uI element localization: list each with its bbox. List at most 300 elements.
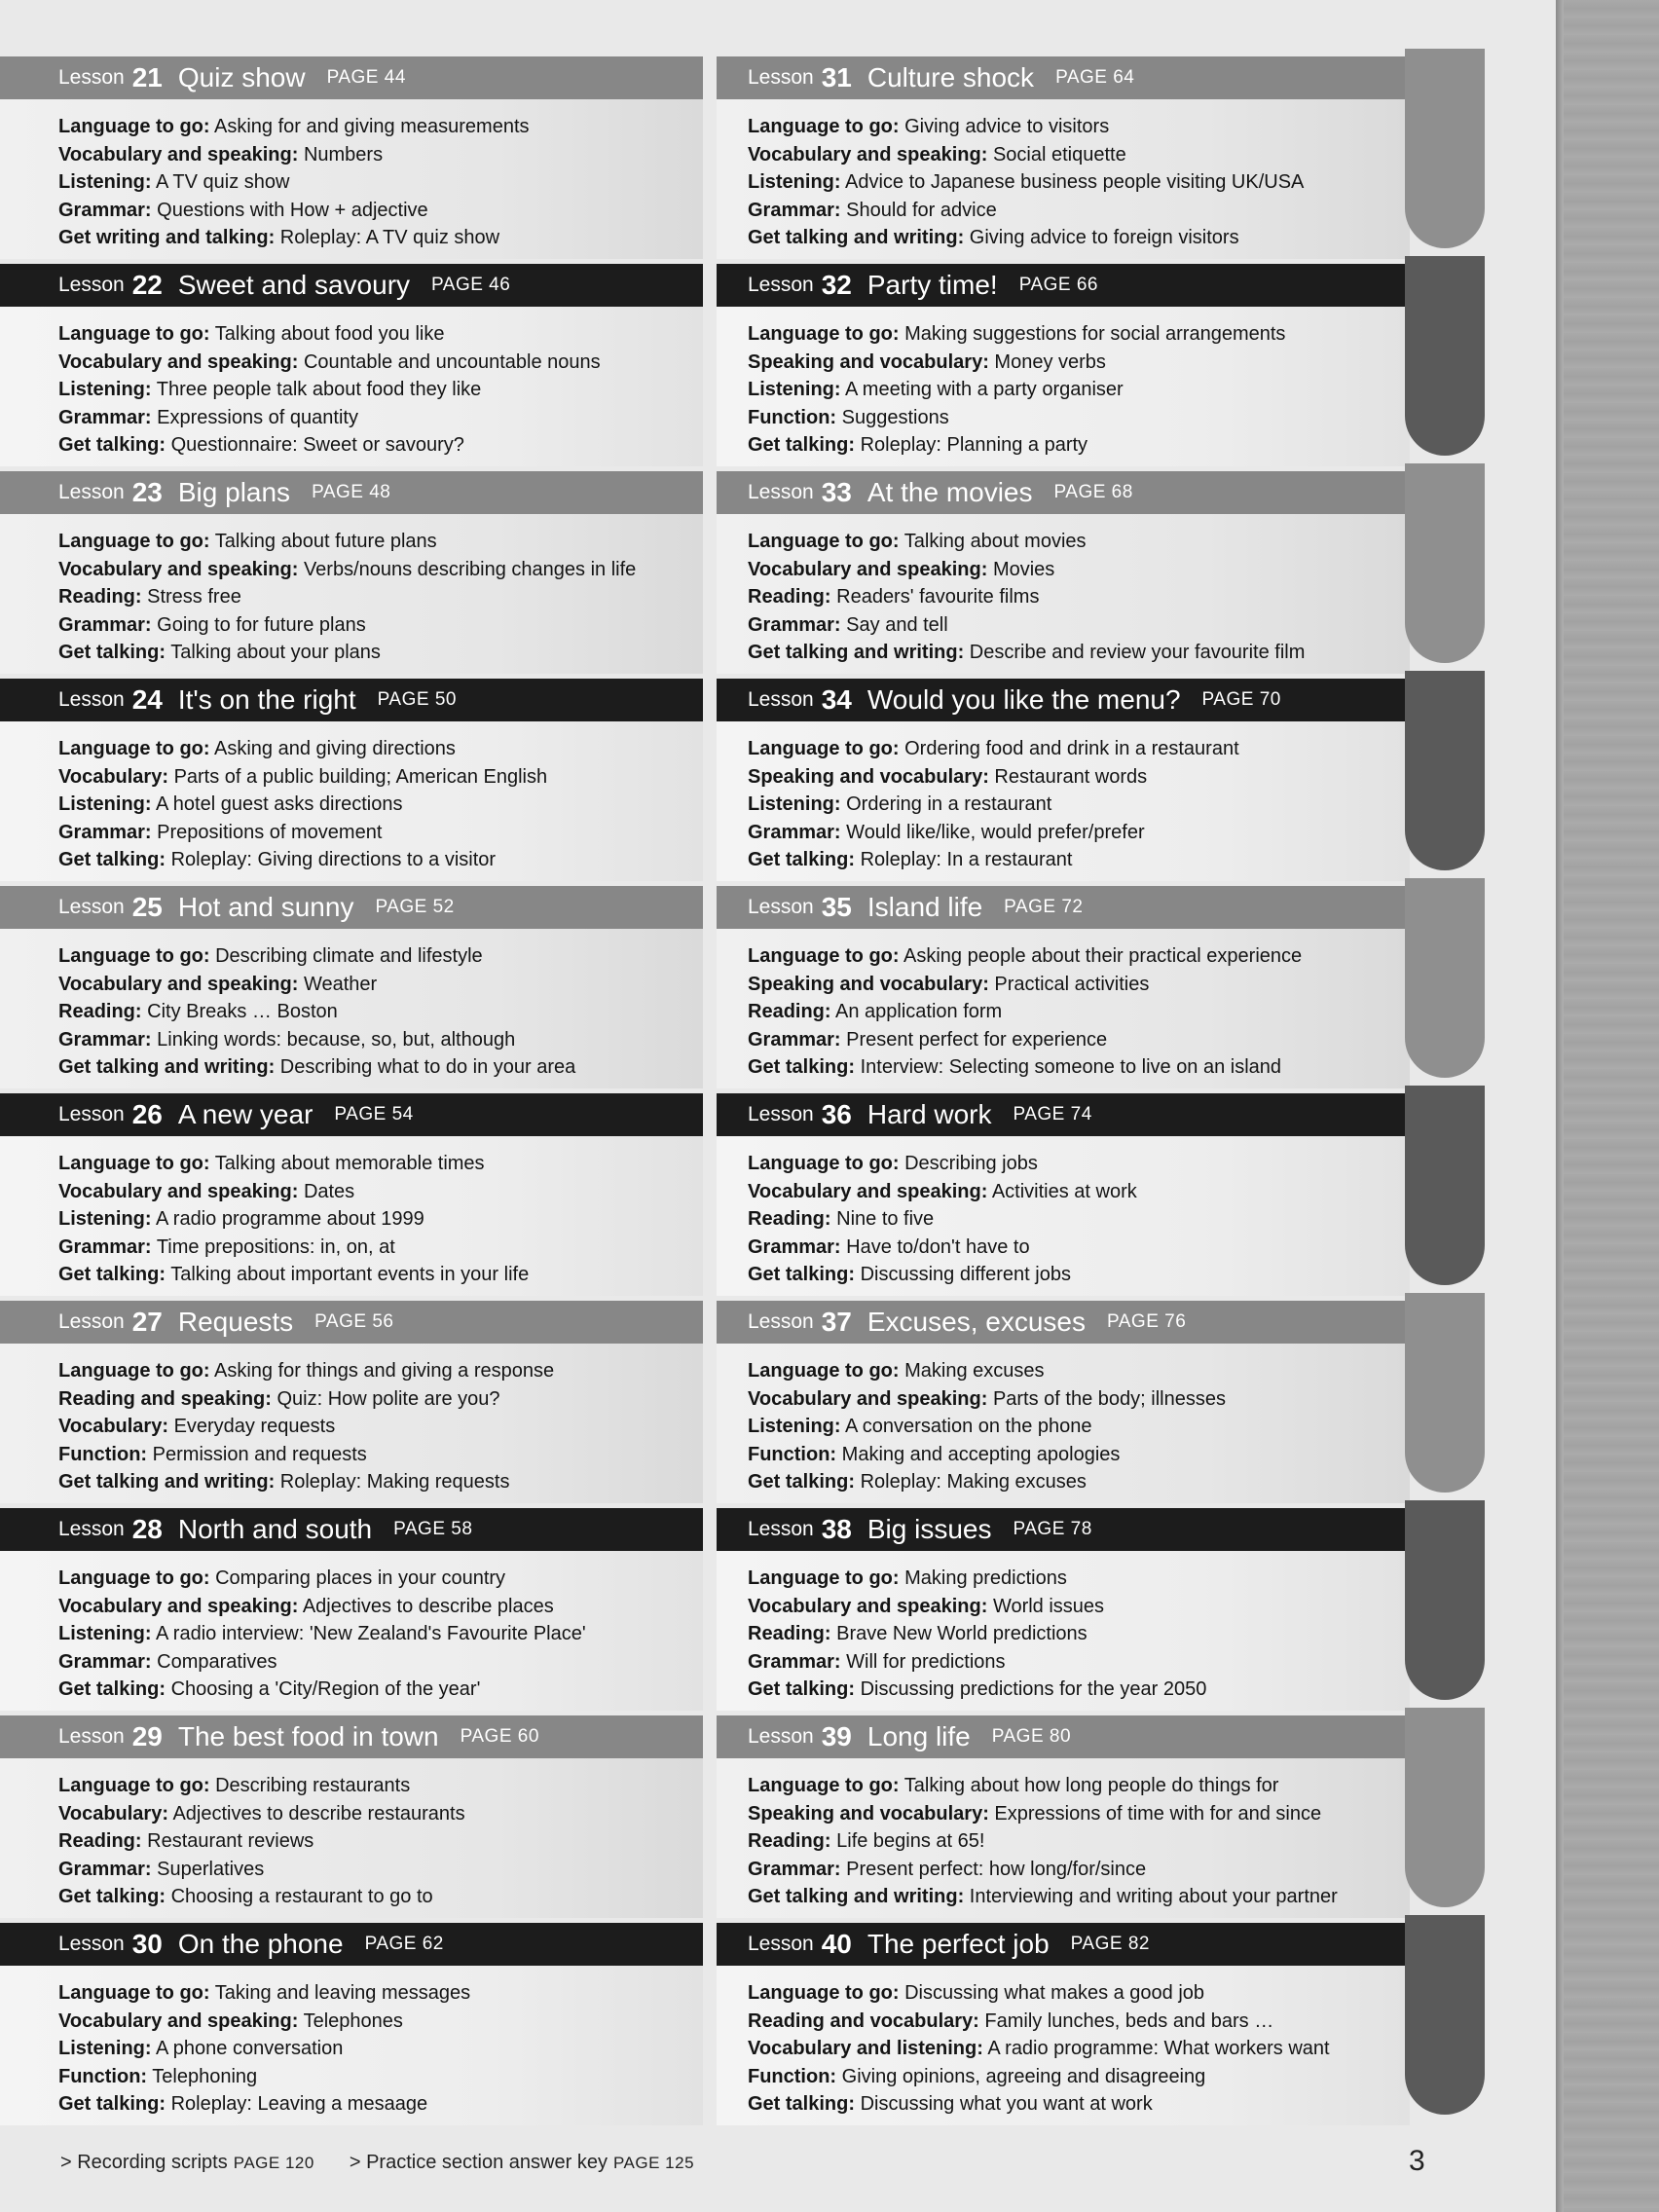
detail-text: Roleplay: Giving directions to a visitor (170, 849, 497, 870)
lesson-page: PAGE 80 (991, 1726, 1072, 1747)
lesson-detail-line (748, 113, 1410, 141)
lesson-detail-line (58, 1979, 703, 2008)
detail-label: Listening: (58, 1208, 152, 1230)
lesson-block (0, 886, 703, 1088)
detail-label: Vocabulary and speaking: (58, 973, 299, 995)
lesson-details (717, 1758, 1410, 1918)
lesson-detail-line (58, 1178, 703, 1206)
detail-label: Language to go: (748, 738, 900, 759)
detail-text: Ordering in a restaurant (846, 793, 1052, 815)
detail-label: Get talking: (58, 849, 166, 870)
detail-text: A radio interview: 'New Zealand's Favourite Place' (156, 1623, 586, 1644)
lesson-header[interactable] (717, 471, 1410, 514)
lesson-page: PAGE 44 (326, 67, 406, 88)
lesson-header[interactable] (0, 264, 703, 307)
lesson-detail-line (58, 1053, 703, 1082)
detail-label: Language to go: (748, 1567, 900, 1589)
lesson-detail-line (748, 1441, 1410, 1469)
lesson-detail-line (748, 1593, 1410, 1621)
lesson-detail-line (748, 197, 1410, 225)
lesson-number: 25 (131, 892, 163, 922)
lesson-detail-line (58, 1827, 703, 1856)
detail-text: Talking about memorable times (214, 1153, 485, 1174)
lesson-detail-line (58, 1026, 703, 1054)
detail-label: Reading: (748, 1208, 831, 1230)
detail-label: Get talking: (748, 2093, 856, 2115)
lesson-header[interactable] (0, 471, 703, 514)
lesson-detail-line (748, 1800, 1410, 1828)
lesson-detail-line (748, 1026, 1410, 1054)
lesson-word: Lesson (748, 1103, 814, 1125)
lesson-detail-line (748, 1856, 1410, 1884)
lesson-detail-line (748, 431, 1410, 460)
detail-text: Have to/don't have to (846, 1235, 1030, 1258)
detail-text: Roleplay: Making excuses (860, 1471, 1087, 1493)
recording-scripts-page: PAGE 120 (233, 2154, 314, 2172)
lesson-block (717, 56, 1410, 259)
lesson-detail-line (58, 168, 703, 197)
lesson-header[interactable] (0, 1301, 703, 1344)
lesson-number: 27 (131, 1307, 163, 1337)
lesson-details (717, 307, 1410, 466)
answer-key-link[interactable]: > Practice section answer key (349, 2152, 608, 2173)
detail-label: Grammar: (58, 613, 152, 636)
lesson-detail-line (58, 583, 703, 611)
detail-text: Readers' favourite films (836, 586, 1040, 608)
lesson-detail-line (748, 1883, 1410, 1911)
detail-text: Questionnaire: Sweet or savoury? (170, 434, 464, 456)
detail-label: Listening: (58, 2038, 152, 2059)
lesson-detail-line (58, 2063, 703, 2091)
detail-text: Making predictions (904, 1567, 1067, 1589)
lesson-header[interactable] (0, 886, 703, 929)
detail-label: Reading: (58, 1001, 142, 1022)
detail-text: Practical activities (994, 973, 1150, 995)
detail-label: Listening: (748, 1416, 841, 1437)
detail-label: Get talking: (58, 1678, 166, 1700)
lesson-number: 40 (821, 1929, 852, 1959)
lesson-block (0, 679, 703, 881)
lesson-detail-line (58, 376, 703, 404)
lesson-detail-line (748, 2035, 1410, 2063)
lesson-header[interactable] (0, 1508, 703, 1551)
detail-text: Talking about important events in your life (170, 1264, 530, 1285)
detail-text: Movies (992, 558, 1055, 580)
detail-label: Grammar: (58, 1235, 152, 1258)
lesson-detail-line (58, 1856, 703, 1884)
detail-label: Get talking and writing: (748, 1886, 965, 1907)
lesson-header[interactable] (0, 1923, 703, 1966)
lesson-word: Lesson (748, 688, 814, 711)
lesson-header[interactable] (0, 1093, 703, 1136)
detail-label: Grammar: (748, 613, 841, 636)
lesson-detail-line (748, 583, 1410, 611)
lesson-details (0, 721, 703, 881)
lesson-details (717, 514, 1410, 674)
detail-label: Function: (748, 2065, 837, 2087)
detail-text: Telephones (303, 2009, 403, 2032)
detail-text: Expressions of time with for and since (994, 1802, 1322, 1825)
detail-text: Social etiquette (992, 143, 1126, 166)
lesson-number: 26 (131, 1099, 163, 1129)
detail-label: Language to go: (58, 1567, 210, 1589)
lesson-detail-line (748, 1979, 1410, 2008)
lesson-page: PAGE 72 (1004, 897, 1084, 917)
detail-label: Language to go: (748, 1775, 900, 1796)
lesson-title: Long life (866, 1721, 971, 1751)
lesson-block (0, 264, 703, 466)
lesson-number: 31 (821, 62, 852, 92)
detail-label: Get talking: (748, 1471, 856, 1493)
lesson-details (717, 1136, 1410, 1296)
lesson-detail-line (58, 1261, 703, 1289)
detail-text: Restaurant reviews (147, 1830, 314, 1852)
lesson-word: Lesson (58, 1310, 125, 1333)
detail-text: Questions with How + adjective (157, 199, 428, 221)
lesson-title: Big plans (177, 477, 291, 507)
lesson-page: PAGE 58 (393, 1519, 473, 1539)
lesson-header[interactable] (717, 1301, 1410, 1344)
detail-text: Three people talk about food they like (156, 379, 482, 400)
detail-text: Prepositions of movement (157, 821, 383, 843)
lesson-title: A new year (177, 1099, 313, 1129)
detail-label: Function: (748, 406, 837, 428)
lesson-number: 36 (821, 1099, 852, 1129)
lesson-detail-line (748, 2008, 1410, 2036)
lesson-block (0, 1923, 703, 2125)
lesson-details (717, 929, 1410, 1088)
detail-text: Quiz: How polite are you? (276, 1387, 500, 1410)
lesson-number: 22 (131, 270, 163, 300)
detail-label: Language to go: (58, 116, 210, 137)
detail-label: Grammar: (58, 1028, 152, 1051)
lesson-details (0, 99, 703, 259)
detail-text: Parts of a public building; American English (173, 765, 548, 788)
detail-label: Language to go: (58, 1153, 210, 1174)
detail-label: Vocabulary and listening: (748, 2038, 983, 2059)
detail-label: Get talking: (58, 1264, 166, 1285)
lesson-number: 33 (821, 477, 852, 507)
lesson-header[interactable] (717, 1508, 1410, 1551)
detail-label: Vocabulary and speaking: (58, 1595, 299, 1617)
lesson-detail-line (58, 846, 703, 874)
detail-label: Language to go: (748, 1982, 900, 2004)
lesson-page: PAGE 82 (1070, 1934, 1150, 1954)
detail-label: Grammar: (748, 199, 841, 221)
detail-label: Reading: (748, 1830, 831, 1852)
detail-text: A TV quiz show (156, 171, 290, 193)
lesson-number: 24 (131, 684, 163, 715)
lesson-detail-line (748, 819, 1410, 847)
detail-label: Get talking and writing: (58, 1056, 276, 1078)
detail-text: Giving advice to visitors (904, 116, 1110, 137)
lesson-detail-line (58, 1883, 703, 1911)
detail-text: Describe and review your favourite film (969, 642, 1306, 663)
detail-text: Discussing predictions for the year 2050 (860, 1678, 1207, 1700)
detail-text: Nine to five (836, 1208, 935, 1230)
lesson-detail-line (58, 528, 703, 556)
lesson-detail-line (748, 320, 1410, 349)
lesson-title: Hot and sunny (177, 892, 354, 922)
lesson-word: Lesson (58, 481, 125, 503)
lesson-detail-line (748, 735, 1410, 763)
lesson-detail-line (58, 556, 703, 584)
detail-text: A hotel guest asks directions (156, 793, 403, 815)
detail-label: Language to go: (58, 1982, 210, 2004)
detail-text: Choosing a 'City/Region of the year' (170, 1678, 481, 1700)
lesson-detail-line (748, 1827, 1410, 1856)
detail-label: Get talking: (58, 2093, 166, 2115)
lesson-page: PAGE 48 (312, 482, 391, 502)
lesson-details (717, 1966, 1410, 2125)
detail-label: Grammar: (58, 1650, 152, 1673)
lesson-word: Lesson (748, 1518, 814, 1540)
lesson-details (717, 721, 1410, 881)
background-surface (1564, 0, 1659, 2212)
lesson-header[interactable] (717, 56, 1410, 99)
lesson-detail-line (58, 349, 703, 377)
lesson-header[interactable] (0, 1715, 703, 1758)
detail-label: Language to go: (748, 323, 900, 345)
lesson-number: 39 (821, 1721, 852, 1751)
detail-label: Language to go: (58, 323, 210, 345)
detail-text: Countable and uncountable nouns (303, 350, 601, 373)
detail-label: Listening: (58, 171, 152, 193)
lesson-detail-line (58, 639, 703, 667)
section-tab (1405, 671, 1485, 870)
lesson-title: Excuses, excuses (866, 1307, 1086, 1337)
detail-label: Language to go: (748, 1153, 900, 1174)
detail-label: Vocabulary: (58, 765, 168, 788)
lesson-header[interactable] (717, 1093, 1410, 1136)
lesson-page: PAGE 56 (314, 1311, 394, 1332)
detail-text: Roleplay: Leaving a mesaage (170, 2093, 428, 2115)
lesson-header[interactable] (717, 679, 1410, 721)
detail-label: Vocabulary and speaking: (58, 143, 299, 166)
lesson-detail-line (748, 1234, 1410, 1262)
lesson-detail-line (748, 2063, 1410, 2091)
lesson-detail-line (58, 320, 703, 349)
detail-text: Stress free (147, 586, 241, 608)
section-tab (1405, 1293, 1485, 1493)
lesson-detail-line (58, 2035, 703, 2063)
lesson-block (0, 1508, 703, 1711)
lesson-detail-line (748, 1205, 1410, 1234)
lesson-detail-line (748, 763, 1410, 792)
detail-text: Making excuses (904, 1360, 1045, 1382)
detail-label: Language to go: (58, 945, 210, 967)
lesson-detail-line (58, 1800, 703, 1828)
lesson-title: Party time! (866, 270, 998, 300)
detail-text: Numbers (303, 143, 384, 166)
detail-text: Adjectives to describe restaurants (172, 1802, 465, 1825)
detail-text: Asking for and giving measurements (214, 116, 530, 137)
detail-text: Suggestions (841, 406, 949, 428)
detail-text: World issues (992, 1595, 1105, 1617)
detail-text: Asking and giving directions (214, 738, 456, 759)
page-edge-shadow (1556, 0, 1564, 2212)
detail-label: Listening: (748, 793, 841, 815)
detail-label: Reading: (748, 1001, 831, 1022)
lesson-page: PAGE 52 (375, 897, 455, 917)
lesson-detail-line (748, 528, 1410, 556)
detail-label: Grammar: (748, 1235, 841, 1258)
lesson-block (717, 471, 1410, 674)
detail-text: Telephoning (152, 2065, 258, 2087)
detail-text: Talking about movies (903, 531, 1087, 552)
detail-text: Roleplay: In a restaurant (860, 849, 1073, 870)
detail-text: A phone conversation (156, 2038, 344, 2059)
page-number: 3 (1409, 2145, 1425, 2177)
detail-text: Discussing different jobs (860, 1264, 1071, 1285)
detail-text: Life begins at 65! (836, 1830, 985, 1852)
lesson-detail-line (748, 376, 1410, 404)
lesson-detail-line (58, 1357, 703, 1385)
detail-label: Get talking and writing: (748, 227, 965, 248)
detail-label: Listening: (748, 171, 841, 193)
lesson-detail-line (748, 1620, 1410, 1648)
lesson-detail-line (58, 1205, 703, 1234)
detail-label: Speaking and vocabulary: (748, 973, 989, 995)
detail-text: Adjectives to describe places (302, 1595, 554, 1617)
detail-label: Vocabulary: (58, 1802, 168, 1825)
detail-label: Get talking and writing: (748, 642, 965, 663)
lesson-word: Lesson (58, 1518, 125, 1540)
lesson-word: Lesson (748, 274, 814, 296)
lesson-detail-line (58, 791, 703, 819)
lesson-details (717, 1344, 1410, 1503)
detail-label: Get talking: (58, 434, 166, 456)
lesson-page: PAGE 76 (1106, 1311, 1187, 1332)
detail-label: Reading and speaking: (58, 1387, 272, 1410)
lesson-page: PAGE 46 (431, 275, 511, 295)
recording-scripts-link[interactable]: > Recording scripts (60, 2152, 228, 2173)
detail-text: Verbs/nouns describing changes in life (303, 558, 637, 580)
lesson-header[interactable] (0, 679, 703, 721)
lesson-header[interactable] (0, 56, 703, 99)
lesson-detail-line (748, 611, 1410, 640)
detail-label: Grammar: (748, 1650, 841, 1673)
lesson-detail-line (58, 197, 703, 225)
detail-label: Language to go: (58, 1775, 210, 1796)
detail-text: Describing climate and lifestyle (215, 945, 483, 967)
lesson-detail-line (748, 1261, 1410, 1289)
lesson-detail-line (58, 141, 703, 169)
detail-label: Listening: (58, 1623, 152, 1644)
lesson-detail-line (58, 431, 703, 460)
lesson-number: 34 (821, 684, 852, 715)
lesson-block (717, 1301, 1410, 1503)
detail-label: Listening: (748, 379, 841, 400)
section-tab (1405, 1500, 1485, 1700)
detail-text: Giving opinions, agreeing and disagreeing (841, 2065, 1206, 2087)
detail-text: Linking words: because, so, but, although (157, 1028, 516, 1051)
lesson-detail-line (58, 735, 703, 763)
lesson-page: PAGE 68 (1053, 482, 1133, 502)
lesson-detail-line (58, 819, 703, 847)
lesson-detail-line (58, 971, 703, 999)
lesson-detail-line (748, 1565, 1410, 1593)
detail-label: Vocabulary and speaking: (748, 143, 988, 166)
lesson-title: Would you like the menu? (866, 684, 1181, 715)
detail-text: Talking about your plans (170, 642, 381, 663)
lesson-title: At the movies (866, 477, 1033, 507)
detail-text: Restaurant words (994, 765, 1148, 788)
detail-text: Asking for things and giving a response (214, 1360, 555, 1382)
detail-text: Describing what to do in your area (279, 1056, 576, 1078)
lesson-number: 28 (131, 1514, 163, 1544)
lesson-details (0, 1551, 703, 1711)
detail-text: Roleplay: Planning a party (860, 434, 1088, 456)
detail-text: Brave New World predictions (836, 1623, 1088, 1644)
detail-label: Get writing and talking: (58, 227, 276, 248)
detail-label: Grammar: (748, 1858, 841, 1880)
lesson-word: Lesson (58, 1725, 125, 1748)
lesson-detail-line (748, 1468, 1410, 1496)
lesson-detail-line (748, 1648, 1410, 1677)
lesson-number: 21 (131, 62, 163, 92)
lesson-details (0, 1758, 703, 1918)
lesson-block (0, 1301, 703, 1503)
detail-text: Money verbs (994, 350, 1106, 373)
detail-label: Language to go: (58, 1360, 210, 1382)
detail-text: Family lunches, beds and bars … (984, 2009, 1274, 2032)
lesson-header[interactable] (717, 1715, 1410, 1758)
lesson-title: Quiz show (177, 62, 306, 92)
section-tab (1405, 49, 1485, 248)
lesson-detail-line (748, 1676, 1410, 1704)
detail-label: Language to go: (748, 531, 900, 552)
detail-text: Interview: Selecting someone to live on an island (860, 1056, 1282, 1078)
detail-label: Function: (58, 2065, 148, 2087)
detail-text: Describing jobs (904, 1153, 1038, 1174)
lesson-detail-line (58, 1441, 703, 1469)
detail-label: Vocabulary and speaking: (748, 1180, 988, 1202)
lesson-number: 30 (131, 1929, 163, 1959)
lesson-block (717, 679, 1410, 881)
lesson-word: Lesson (58, 274, 125, 296)
lesson-details (0, 1136, 703, 1296)
lesson-header[interactable] (717, 886, 1410, 929)
lesson-word: Lesson (748, 481, 814, 503)
detail-label: Get talking and writing: (58, 1471, 276, 1493)
detail-label: Vocabulary and speaking: (58, 2009, 299, 2032)
lesson-detail-line (58, 1234, 703, 1262)
detail-label: Reading: (748, 1623, 831, 1644)
detail-text: Parts of the body; illnesses (992, 1387, 1226, 1410)
lesson-block (717, 1508, 1410, 1711)
lesson-header[interactable] (717, 264, 1410, 307)
lesson-detail-line (58, 611, 703, 640)
lesson-detail-line (748, 1413, 1410, 1441)
detail-label: Reading: (58, 586, 142, 608)
lesson-title: Sweet and savoury (177, 270, 411, 300)
lesson-page: PAGE 70 (1201, 689, 1281, 710)
detail-text: Permission and requests (152, 1443, 367, 1465)
lesson-detail-line (748, 998, 1410, 1026)
lesson-block (717, 264, 1410, 466)
detail-text: A radio programme: What workers want (987, 2038, 1330, 2059)
lesson-word: Lesson (58, 896, 125, 918)
lesson-detail-line (748, 1385, 1410, 1414)
detail-text: Roleplay: Making requests (279, 1471, 510, 1493)
detail-text: Making suggestions for social arrangements (904, 323, 1286, 345)
detail-text: Giving advice to foreign visitors (969, 227, 1239, 248)
detail-text: An application form (835, 1001, 1003, 1022)
detail-text: Going to for future plans (157, 613, 366, 636)
lesson-header[interactable] (717, 1923, 1410, 1966)
lesson-title: Hard work (866, 1099, 992, 1129)
